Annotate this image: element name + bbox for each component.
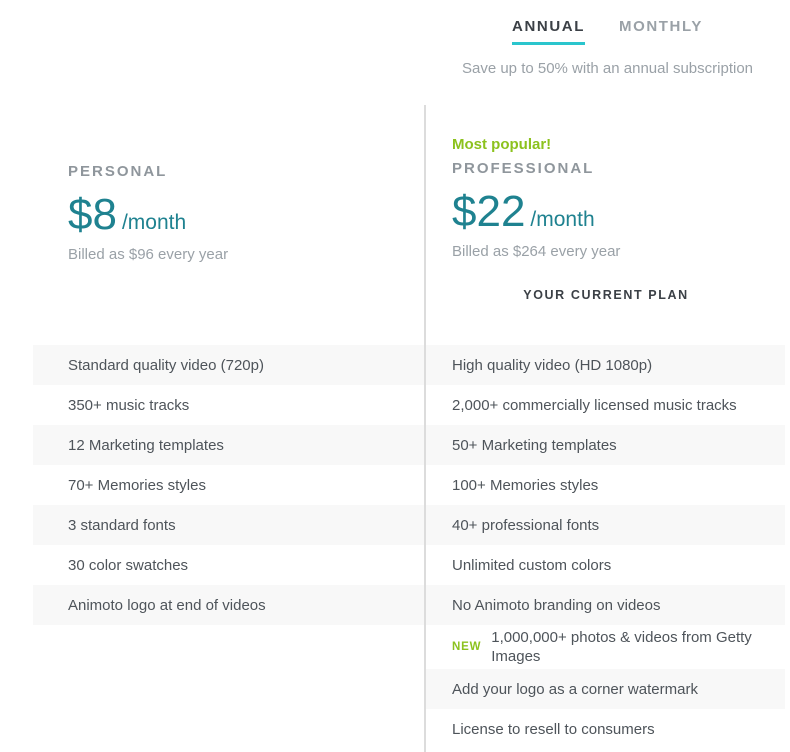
professional-billing-note: Billed as $264 every year <box>452 243 621 260</box>
feature-row: No Animoto branding on videos <box>426 585 785 625</box>
feature-text: 1,000,000+ photos & videos from Getty Images <box>491 629 752 665</box>
personal-plan-header <box>68 163 228 263</box>
feature-row: 70+ Memories styles <box>68 476 206 494</box>
personal-plan-name: PERSONAL <box>68 163 168 180</box>
feature-row: 350+ music tracks <box>68 396 190 414</box>
feature-row: Standard quality video (720p) <box>33 345 424 385</box>
feature-row: 40+ professional fonts <box>426 505 785 545</box>
feature-row: 100+ Memories styles <box>452 476 599 494</box>
personal-price <box>68 190 228 239</box>
feature-row: 30 color swatches <box>68 556 189 574</box>
feature-row: 3 standard fonts <box>33 505 424 545</box>
professional-feature-list <box>426 345 785 749</box>
feature-row: 50+ Marketing templates <box>426 425 785 465</box>
most-popular-badge: Most popular! <box>452 136 552 153</box>
professional-price-amount: $22 <box>452 187 526 236</box>
personal-price-amount: $8 <box>68 190 117 239</box>
professional-plan-name: PROFESSIONAL <box>452 160 595 177</box>
professional-plan-header <box>452 136 620 260</box>
feature-row-getty <box>426 625 785 669</box>
feature-row: Unlimited custom colors <box>452 556 612 574</box>
professional-price-period: /month <box>530 208 595 231</box>
feature-row: Add your logo as a corner watermark <box>426 669 785 709</box>
current-plan-label: YOUR CURRENT PLAN <box>523 288 689 302</box>
tab-annual[interactable]: ANNUAL <box>512 18 585 45</box>
professional-price <box>452 187 620 236</box>
feature-row: High quality video (HD 1080p) <box>426 345 785 385</box>
new-badge: NEW <box>452 640 482 653</box>
personal-price-period: /month <box>121 211 187 234</box>
feature-row: 2,000+ commercially licensed music tracks <box>452 396 737 414</box>
personal-feature-list <box>33 345 424 625</box>
feature-row: 12 Marketing templates <box>33 425 424 465</box>
billing-toggle <box>425 18 790 45</box>
personal-billing-note: Billed as $96 every year <box>68 246 229 263</box>
annual-savings-note: Save up to 50% with an annual subscription <box>461 60 754 77</box>
feature-row: License to resell to consumers <box>452 720 655 738</box>
tab-monthly[interactable]: MONTHLY <box>618 18 703 35</box>
feature-row: Animoto logo at end of videos <box>33 585 424 625</box>
